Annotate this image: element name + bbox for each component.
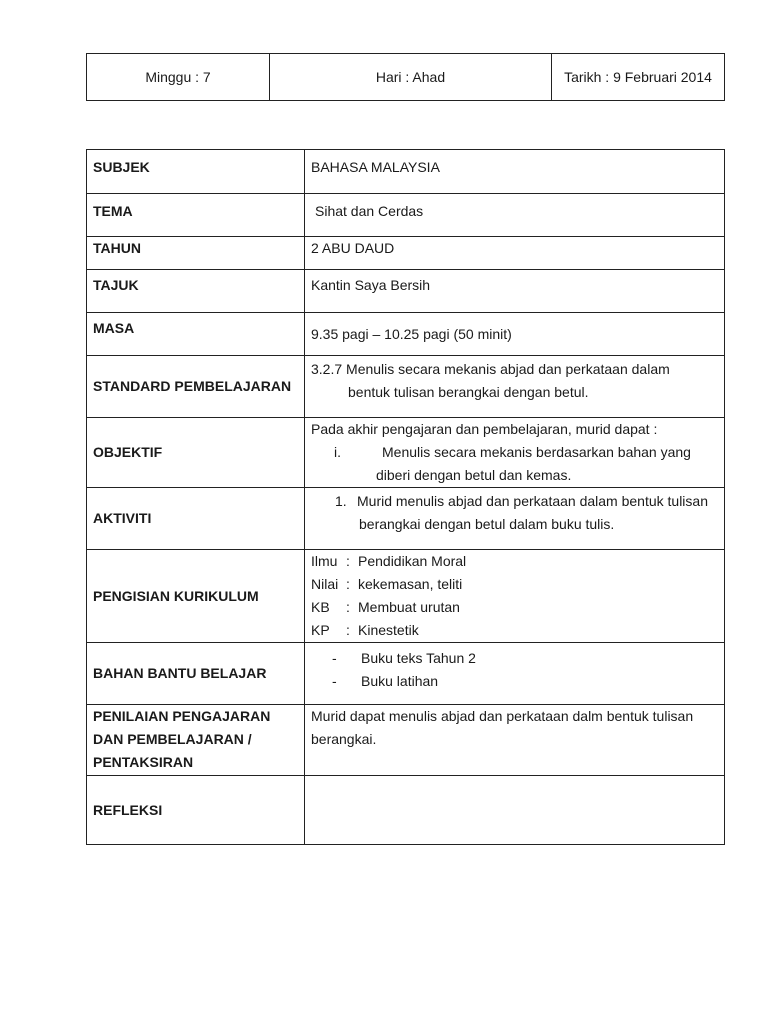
pengisian-item: KB : Membuat urutan [311,596,718,619]
tajuk-label: TAJUK [87,270,305,313]
penilaian-line-1: Murid dapat menulis abjad dan perkataan dalm bentuk tulisan [311,708,694,724]
standard-line-2: bentuk tulisan berangkai dengan betul. [348,384,589,400]
penilaian-value [305,705,725,776]
row-refleksi [87,776,725,845]
aktiviti-item-number: 1. [335,493,347,509]
row-objektif [87,418,725,488]
header-table [86,53,725,101]
row-tahun [87,237,725,270]
row-masa [87,313,725,356]
penilaian-label-line-3: PENTAKSIRAN [93,754,194,770]
masa-value: 9.35 pagi – 10.25 pagi (50 minit) [305,313,725,356]
penilaian-label-line-1: PENILAIAN PENGAJARAN [93,708,271,724]
pengisian-key: KP [311,622,330,638]
pengisian-item: Ilmu : Pendidikan Moral [311,550,718,573]
aktiviti-item-line-1: Murid menulis abjad dan perkataan dalam bentuk tulisan [357,493,708,509]
objektif-label: OBJEKTIF [87,418,305,488]
bahan-label: BAHAN BANTU BELAJAR [87,643,305,705]
row-bahan [87,643,725,705]
pengisian-val: Membuat urutan [358,599,460,615]
bahan-item [328,670,718,693]
aktiviti-item [311,490,718,513]
tahun-value: 2 ABU DAUD [305,237,725,270]
penilaian-label-line-2: DAN PEMBELAJARAN / [93,731,252,747]
pengisian-item: KP : Kinestetik [311,619,718,642]
standard-line-1: 3.2.7 Menulis secara mekanis abjad dan perkataan dalam [311,361,670,377]
tahun-label: TAHUN [87,237,305,270]
objektif-item-line-2: diberi dengan betul dan kemas. [376,467,572,483]
dash-bullet: - [332,673,337,689]
tema-value: Sihat dan Cerdas [305,194,725,237]
refleksi-label: REFLEKSI [87,776,305,845]
refleksi-value [305,776,725,845]
pengisian-key: Ilmu [311,553,338,569]
masa-label: MASA [87,313,305,356]
bahan-item [328,647,718,670]
row-subjek [87,150,725,194]
dash-bullet: - [332,650,337,666]
standard-label: STANDARD PEMBELAJARAN [87,356,305,418]
aktiviti-value [305,488,725,550]
minggu-cell: Minggu : 7 [87,54,270,101]
tema-label: TEMA [87,194,305,237]
pengisian-label: PENGISIAN KURIKULUM [87,550,305,643]
penilaian-line-2: berangkai. [311,731,377,747]
hari-cell: Hari : Ahad [270,54,552,101]
aktiviti-item-line-2: berangkai dengan betul dalam buku tulis. [359,516,615,532]
row-standard [87,356,725,418]
pengisian-item: Nilai : kekemasan, teliti [311,573,718,596]
pengisian-value [305,550,725,643]
objektif-item [328,441,718,464]
pengisian-val: Kinestetik [358,622,419,638]
subjek-value: BAHASA MALAYSIA [305,150,725,194]
row-aktiviti [87,488,725,550]
pengisian-val: kekemasan, teliti [358,576,463,592]
aktiviti-label: AKTIVITI [87,488,305,550]
objektif-item-line-1: Menulis secara mekanis berdasarkan bahan yang [382,444,691,460]
row-tema [87,194,725,237]
row-penilaian [87,705,725,776]
objektif-item-number: i. [334,444,341,460]
pengisian-key: Nilai [311,576,339,592]
objektif-value [305,418,725,488]
lesson-plan-table [86,149,725,845]
pengisian-val: Pendidikan Moral [358,553,467,569]
penilaian-label [87,705,305,776]
subjek-label: SUBJEK [87,150,305,194]
tajuk-value: Kantin Saya Bersih [305,270,725,313]
row-pengisian [87,550,725,643]
bahan-item-text: Buku latihan [361,673,439,689]
bahan-item-text: Buku teks Tahun 2 [361,650,476,666]
pengisian-key: KB [311,599,330,615]
standard-value [305,356,725,418]
tarikh-cell: Tarikh : 9 Februari 2014 [552,54,725,101]
objektif-intro: Pada akhir pengajaran dan pembelajaran, murid dapat : [311,421,658,437]
row-tajuk [87,270,725,313]
bahan-value [305,643,725,705]
